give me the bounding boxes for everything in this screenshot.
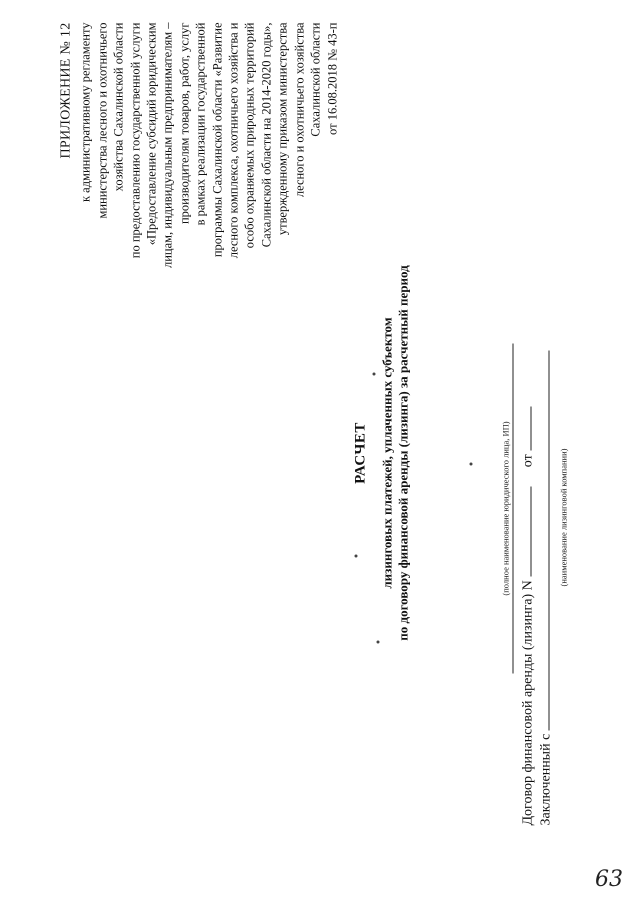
contract-block xyxy=(520,350,556,825)
company-name-rule xyxy=(512,343,513,673)
appendix-line: по предоставлению государственной услуги xyxy=(127,22,142,258)
lessor-row xyxy=(538,350,556,825)
appendix-line: Сахалинской области xyxy=(308,22,323,137)
scan-speck xyxy=(354,554,357,557)
lessor-name-field xyxy=(548,350,549,730)
contract-date-field xyxy=(530,406,531,450)
title-block xyxy=(352,0,411,905)
appendix-line: к административному регламенту xyxy=(78,22,93,202)
company-name-hint: (полное наименование юридического лица, ИП) xyxy=(500,420,510,596)
document-title: РАСЧЕТ xyxy=(352,421,368,484)
contract-date-label: от xyxy=(520,453,535,467)
appendix-line: от 16.08.2018 № 43-п xyxy=(324,22,339,135)
appendix-block xyxy=(58,22,340,352)
scan-speck xyxy=(469,462,472,465)
appendix-line: программы Сахалинской области «Развитие xyxy=(209,22,224,257)
lessor-label: Заключенный с xyxy=(538,733,553,825)
appendix-line: особо охраняемых природных территорий xyxy=(242,22,257,248)
appendix-line: лицам, индивидуальным предпринимателям – xyxy=(160,22,175,268)
scan-speck xyxy=(372,372,375,375)
contract-number-field xyxy=(530,486,531,576)
appendix-line: «Предоставление субсидий юридическим xyxy=(144,22,159,245)
appendix-line: лесного и охотничьего хозяйства xyxy=(291,22,306,197)
appendix-heading: ПРИЛОЖЕНИЕ № 12 xyxy=(58,22,73,158)
document-subtitle-line: лизинговых платежей, уплаченных субъектом xyxy=(379,316,394,589)
appendix-line: производителям товаров, работ, услуг xyxy=(176,22,191,224)
appendix-line: утвержденному приказом министерства xyxy=(275,22,290,235)
appendix-line: лесного комплекса, охотничьего хозяйства и xyxy=(226,22,241,258)
document-subtitle-line: по договору финансовой аренды (лизинга) за расчетный период xyxy=(395,264,410,641)
contract-number-label: Договор финансовой аренды (лизинга) N xyxy=(520,579,535,825)
scan-speck xyxy=(376,640,379,643)
appendix-line: в рамках реализации государственной xyxy=(193,22,208,225)
appendix-line: министерства лесного и охотничьего xyxy=(94,22,109,219)
lessor-name-hint: (наименование лизинговой компании) xyxy=(558,448,568,586)
page-number: 63 xyxy=(594,866,623,892)
appendix-line: Сахалинской области на 2014-2020 годы», xyxy=(258,22,273,247)
contract-number-row xyxy=(520,350,538,825)
appendix-line: хозяйства Сахалинской области xyxy=(111,22,126,191)
